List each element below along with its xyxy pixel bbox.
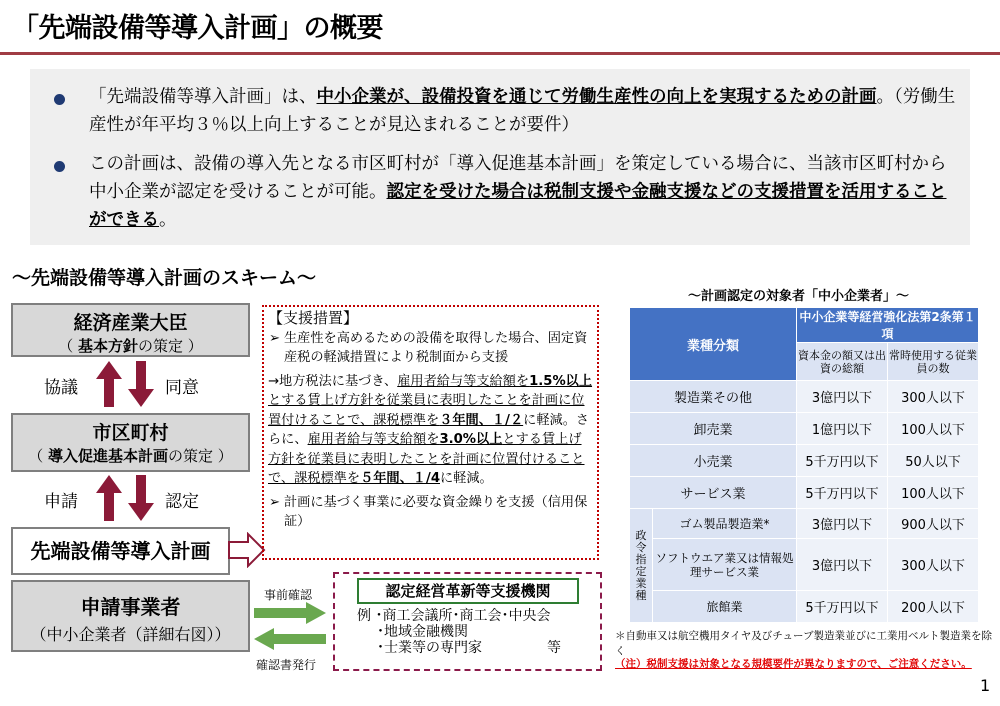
- label-doui: 同意: [165, 378, 199, 398]
- cell-employees: 300人以下: [888, 381, 979, 413]
- support-item-2: [268, 493, 593, 532]
- title-rule: [0, 52, 1000, 55]
- support-p7: 雇用者給与等支給額を: [307, 432, 440, 447]
- th-category: 業種分類: [630, 308, 797, 381]
- footnote-caution: （注）税制支援は対象となる規模要件が異なりますので、ご注意ください。: [615, 658, 972, 670]
- cell-category: 小売業: [630, 445, 797, 477]
- support-org-title: 認定経営革新等支援機関: [357, 578, 579, 604]
- label-jizen: 事前確認: [264, 588, 313, 602]
- cell-employees: 300人以下: [888, 539, 979, 591]
- cell-employees: 900人以下: [888, 509, 979, 539]
- support-org-lines: [357, 608, 587, 656]
- up-down-arrows-icon: [94, 361, 160, 407]
- table-row: [630, 477, 979, 509]
- org-line-2: ･地域金融機関: [377, 624, 468, 640]
- plan-box: [11, 527, 230, 575]
- summary-2-pre: この計画は、設備の導入先となる市区町村が「導入促進基本計画」を策定している場合に、当該市区町村から中小企業が認定を受けることが可能。: [89, 154, 947, 202]
- cell-employees: 200人以下: [888, 591, 979, 623]
- th-law: 中小企業等経営強化法第2条第１項: [797, 308, 979, 343]
- cell-category: サービス業: [630, 477, 797, 509]
- summary-bullet-1: [57, 83, 957, 139]
- city-sub-pre: （: [28, 447, 48, 465]
- minister-label: 経済産業大臣: [73, 312, 188, 334]
- cell-employees: 100人以下: [888, 477, 979, 509]
- minister-sub-pre: （: [58, 337, 78, 355]
- summary-bullet-2: [57, 150, 957, 234]
- table-row: [630, 381, 979, 413]
- support-p3: 1.5%以上: [529, 373, 593, 389]
- minister-sub-bold: 基本方針: [77, 337, 138, 355]
- table-row: [630, 445, 979, 477]
- support-header: 【支援措置】: [268, 309, 359, 327]
- scheme-title: ～先端設備等導入計画のスキーム～: [12, 267, 317, 289]
- summary-1-bold: 中小企業が、設備投資を通じて労働生産性の向上を実現するための計画: [316, 87, 877, 107]
- cell-capital: 5千万円以下: [797, 477, 888, 509]
- cell-category: 旅館業: [653, 591, 797, 623]
- table-row: [630, 509, 979, 539]
- support-p11: に軽減。: [440, 471, 493, 486]
- label-shinsei: 申請: [44, 492, 78, 512]
- right-arrow-icon: [228, 532, 266, 568]
- summary-1-post: 。（労働生産性が年平均３％以上向上することが見込まれることが要件）: [89, 87, 956, 135]
- summary-2-post: 。: [159, 210, 177, 230]
- arrow-bullet-icon: ➢: [269, 330, 281, 346]
- cell-category: 製造業その他: [630, 381, 797, 413]
- vertical-label-text: 政令指定業種: [635, 528, 647, 602]
- support-p6: に軽減。さらに、: [268, 412, 590, 447]
- minister-box: [11, 303, 250, 357]
- org-line-3-suffix: 等: [547, 640, 561, 656]
- bullet-icon: [54, 94, 65, 105]
- up-down-arrows-icon: [94, 475, 160, 521]
- minister-sub-post: の策定 ）: [138, 337, 203, 355]
- support-item-1: [268, 329, 593, 368]
- support-p4: とする賃上げ方針を従業員に表明したことを計画に位置付けることで、課税標準を: [268, 393, 585, 428]
- table-title: ～計画認定の対象者「中小企業者」～: [688, 289, 910, 304]
- support-detail: [268, 372, 593, 489]
- support-p9: とする賃上げ方針を従業員に表明したことを計画に位置付けることで、課税標準を: [268, 432, 585, 486]
- label-kyogi: 協議: [44, 378, 78, 398]
- label-nintei: 認定: [165, 492, 199, 512]
- support-p2: 雇用者給与等支給額を: [397, 373, 530, 389]
- left-arrow-green-icon: [254, 628, 326, 650]
- label-kakunin: 確認書発行: [256, 658, 317, 672]
- cell-category: ゴム製品製造業*: [653, 509, 797, 539]
- support-org-box: [333, 572, 602, 671]
- table-row: [630, 539, 979, 591]
- th-capital: 資本金の額又は出資の総額: [797, 343, 888, 381]
- summary-box: [30, 69, 970, 245]
- support-p1: →地方税法に基づき、: [268, 373, 398, 389]
- support-p8: 3.0%以上: [439, 432, 503, 447]
- support-p5: ３年間、１/２: [439, 412, 524, 428]
- bullet-icon: [54, 161, 65, 172]
- summary-2-bold: 認定を受けた場合は税制支援や金融支援などの支援措置を活用することができる: [89, 182, 947, 230]
- th-employees: 常時使用する従業員の数: [888, 343, 979, 381]
- arrow-bullet-icon: ➢: [269, 494, 281, 510]
- applicant-box: [11, 580, 250, 652]
- cell-capital: 3億円以下: [797, 509, 888, 539]
- support-item-1-text: 生産性を高めるための設備を取得した場合、固定資産税の軽減措置により税制面から支援: [284, 330, 588, 365]
- cell-capital: 5千万円以下: [797, 445, 888, 477]
- applicant-sub: （中小企業者（詳細右図））: [30, 625, 231, 644]
- summary-1-pre: 「先端設備等導入計画」は、: [89, 87, 317, 107]
- right-arrow-green-icon: [254, 602, 326, 624]
- city-label: 市区町村: [92, 422, 169, 444]
- plan-label: 先端設備等導入計画: [30, 539, 211, 563]
- support-p10: ５年間、１/4: [360, 471, 440, 486]
- cell-employees: 100人以下: [888, 413, 979, 445]
- cell-category: 卸売業: [630, 413, 797, 445]
- footnote-asterisk: ＊自動車又は航空機用タイヤ及びチューブ製造業並びに工業用ベルト製造業を除く: [615, 630, 992, 657]
- cell-capital: 3億円以下: [797, 539, 888, 591]
- cell-employees: 50人以下: [888, 445, 979, 477]
- org-line-3: ･士業等の専門家: [377, 640, 482, 656]
- cell-capital: 1億円以下: [797, 413, 888, 445]
- org-line-1: 例 ･商工会議所･商工会･中央会: [357, 608, 551, 624]
- page-number: 1: [980, 676, 991, 695]
- applicant-label: 申請事業者: [80, 595, 181, 619]
- cell-capital: 3億円以下: [797, 381, 888, 413]
- page-title: 「先端設備等導入計画」の概要: [12, 13, 383, 44]
- cell-category: ソフトウエア業又は情報処理サービス業: [653, 539, 797, 591]
- sme-table: [629, 307, 979, 623]
- city-sub-post: の策定 ）: [168, 447, 233, 465]
- vertical-label: [630, 509, 653, 623]
- city-box: [11, 413, 250, 472]
- support-item-2-text: 計画に基づく事業に必要な資金繰りを支援（信用保証）: [284, 494, 588, 529]
- support-measures-box: [262, 305, 599, 560]
- table-row: [630, 413, 979, 445]
- table-row: [630, 591, 979, 623]
- city-sub-bold: 導入促進基本計画: [47, 447, 168, 465]
- cell-capital: 5千万円以下: [797, 591, 888, 623]
